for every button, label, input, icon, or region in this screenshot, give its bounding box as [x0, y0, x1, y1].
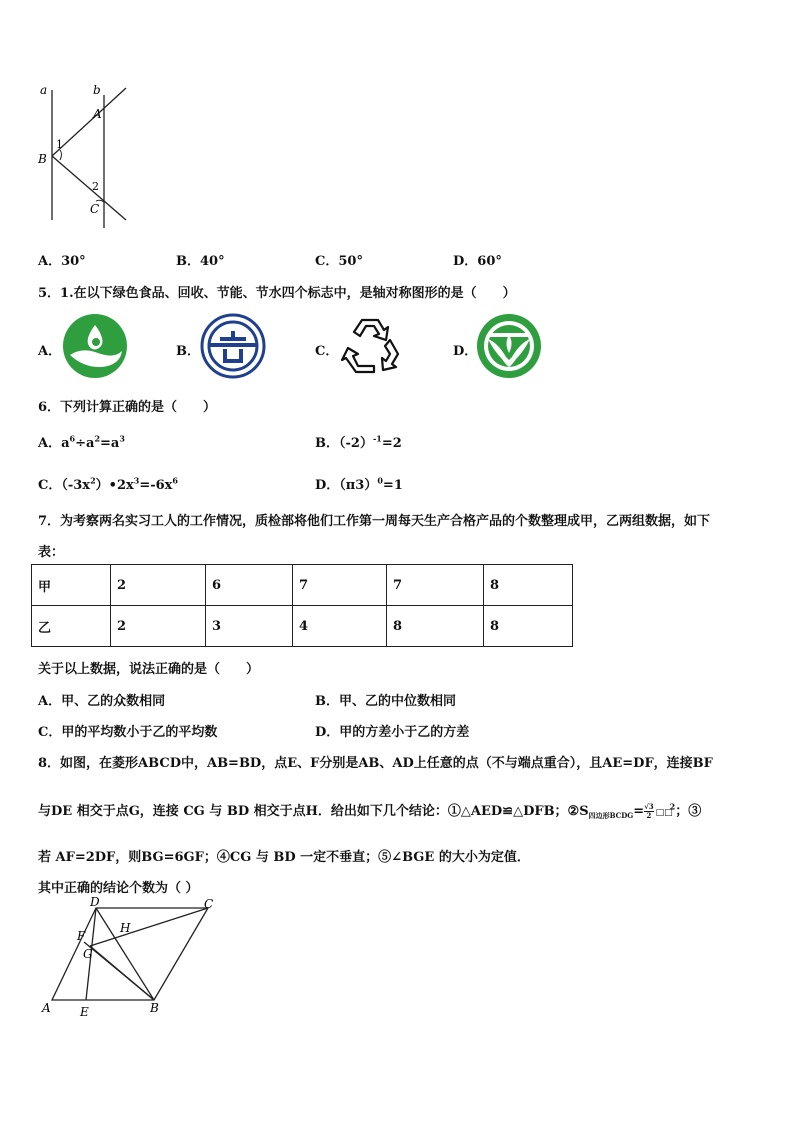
q5-option-d-label: D．: [453, 344, 478, 359]
q6-option-c-label: C．: [38, 478, 62, 493]
q8-line2-tail: ；③: [675, 804, 702, 819]
fig-label-H: H: [120, 921, 131, 935]
energy-saving-logo-icon: [200, 313, 266, 379]
q6-option-d-expr: $(\pi 3)^0=1$: [339, 475, 403, 493]
table-cell: 3: [206, 606, 293, 647]
q8-line1: 8．如图，在菱形ABCD中，AB=BD，点E、F分别是AB、AD上任意的点（不与端点重合），且AE=DF，连接BF: [38, 756, 713, 771]
table-cell: 7: [387, 565, 484, 606]
q8-fraction: [644, 803, 653, 820]
q8-square-exponent: 2: [669, 801, 676, 812]
q8-line4: 其中正确的结论个数为（ ）: [38, 881, 199, 896]
table-cell: 7: [293, 565, 387, 606]
label-a: a: [40, 83, 48, 97]
q7-option-b: B．甲、乙的中位数相同: [315, 694, 456, 709]
q5-option-a-label: A．: [38, 344, 62, 359]
q6-option-c: [38, 474, 178, 493]
rhombus-figure: [40, 896, 230, 1026]
fig-label-C: C: [204, 897, 214, 911]
q5-question: 5．1.在以下绿色食品、回收、节能、节水四个标志中，是轴对称图形的是（ ）: [38, 286, 516, 301]
q8-placeholder-box: □□: [655, 808, 673, 818]
table-row: [32, 606, 573, 647]
label-A: A: [93, 107, 102, 121]
q6-option-c-expr: $(-3x^2)•2x^3=-6x^6$: [61, 475, 178, 493]
q8-line2: [38, 800, 701, 821]
label-angle-2: 2: [92, 180, 99, 193]
q6-question: 6．下列计算正确的是（ ）: [38, 400, 217, 415]
q7-option-d: D．甲的方差小于乙的方差: [315, 725, 470, 740]
table-cell: 8: [484, 606, 573, 647]
q4-option-d: D．60°: [453, 254, 502, 269]
q8-fraction-den: 2: [646, 811, 652, 820]
table-cell: 2: [111, 606, 206, 647]
q7-subquestion: 关于以上数据，说法正确的是（ ）: [38, 662, 260, 677]
q7-option-c: C．甲的平均数小于乙的平均数: [38, 725, 218, 740]
label-b: b: [93, 83, 101, 97]
q6-option-d: [315, 474, 403, 493]
q6-option-b-expr: $(-2)^{-1}=2$: [339, 433, 402, 451]
fig-label-F: F: [77, 929, 86, 943]
table-cell: 8: [484, 565, 573, 606]
q8-line3: 若 AF=2DF，则BG=6GF；④CG 与 BD 一定不垂直；⑤∠BGE 的大小为定值．: [38, 850, 530, 865]
fig-label-E: E: [80, 1005, 89, 1019]
q8-equals: =: [633, 804, 645, 819]
table-cell: 甲: [32, 565, 111, 606]
q8-line2-text: 与DE 相交于点G，连接 CG 与 BD 相交于点H．给出如下几个结论：①△AED≌△DFB；②S: [38, 804, 589, 819]
q7-option-a: A．甲、乙的众数相同: [38, 694, 166, 709]
q6-option-a-label: A．: [38, 436, 62, 451]
table-cell: 6: [206, 565, 293, 606]
q4-option-b: B．40°: [176, 254, 225, 269]
q4-option-a: A．30°: [38, 254, 86, 269]
table-cell: 2: [111, 565, 206, 606]
parallel-lines-figure: [30, 80, 140, 240]
q6-option-d-label: D．: [315, 478, 340, 493]
table-row: [32, 565, 573, 606]
recycle-logo-icon: [338, 314, 404, 378]
label-C: C: [90, 202, 100, 216]
q5-option-b-label: B．: [176, 344, 200, 359]
q6-option-a: [38, 432, 125, 451]
q5-option-c-label: C．: [315, 344, 339, 359]
q8-area-subscript: 四边形BCDG: [588, 811, 634, 820]
fig-label-G: G: [83, 947, 93, 961]
label-angle-1: 1: [56, 138, 63, 151]
fig-label-D: D: [90, 895, 100, 909]
fig-label-B: B: [150, 1001, 159, 1015]
green-food-logo-icon: [62, 313, 128, 379]
fig-label-A: A: [42, 1001, 51, 1015]
table-cell: 4: [293, 606, 387, 647]
q6-option-b-label: B．: [315, 436, 339, 451]
table-cell: 8: [387, 606, 484, 647]
q8-fraction-num: √3: [644, 802, 654, 811]
water-saving-logo-icon: [476, 313, 542, 379]
q7-question-line2: 表：: [38, 545, 65, 560]
q4-option-c: C．50°: [315, 254, 363, 269]
q7-question-line1: 7．为考察两名实习工人的工作情况，质检部将他们工作第一周每天生产合格产品的个数整理成甲，乙两组数据，如下: [38, 514, 711, 529]
table-cell: 乙: [32, 606, 111, 647]
label-B: B: [38, 152, 47, 166]
q6-option-a-expr: $a^6\div a^2=a^3$: [61, 433, 125, 451]
q7-data-table: [31, 564, 573, 647]
q6-option-b: [315, 432, 402, 451]
